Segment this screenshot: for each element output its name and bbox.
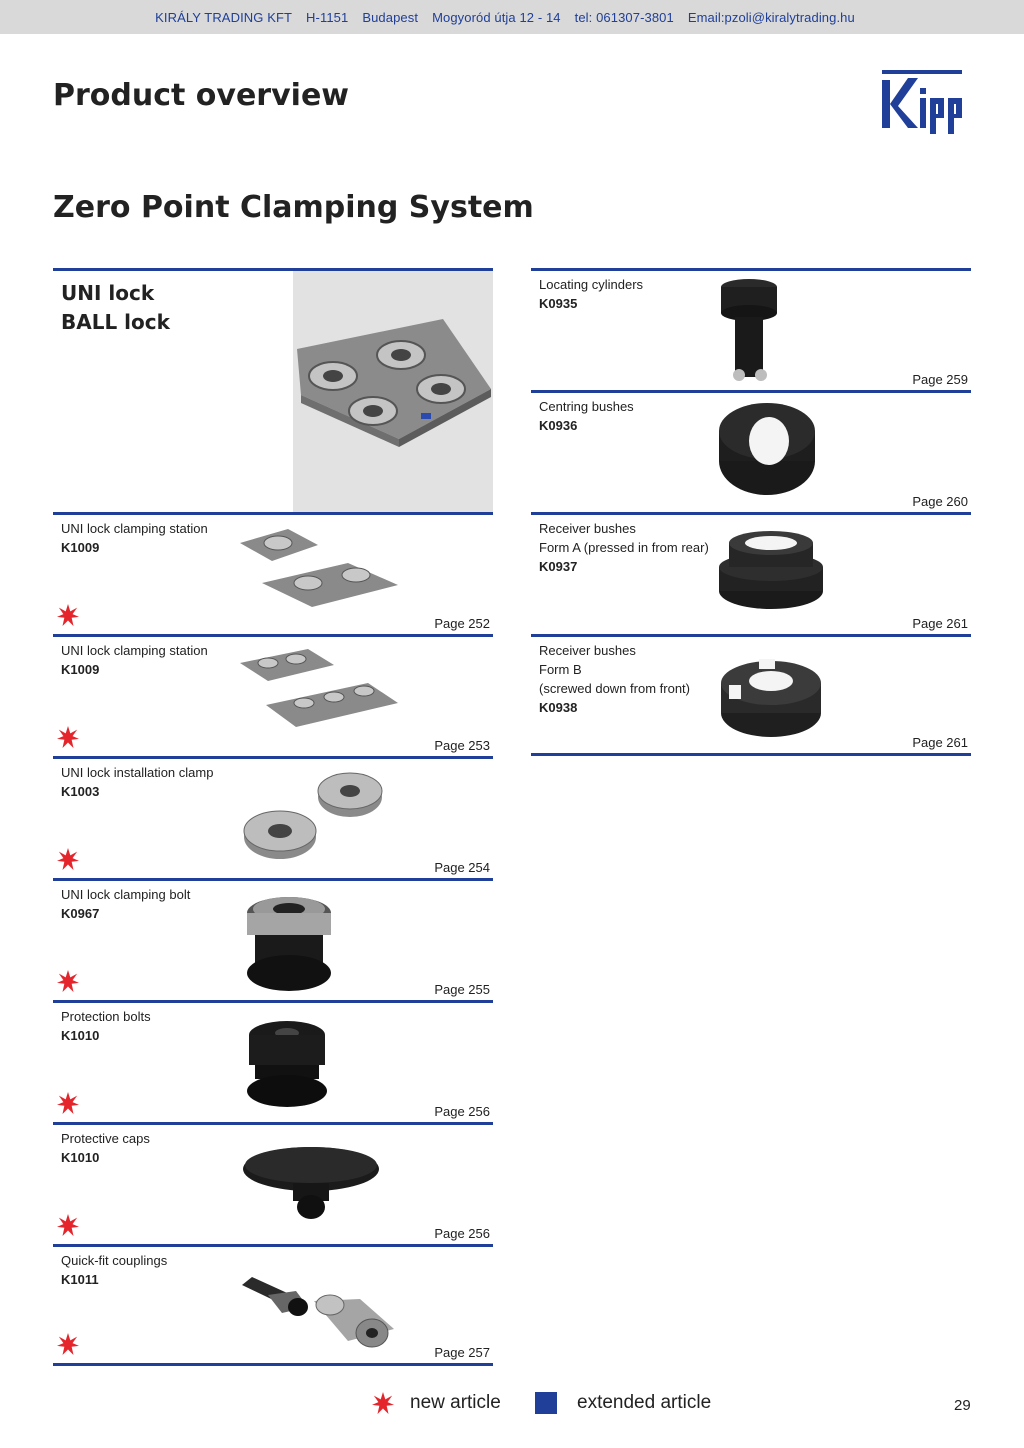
product-code: K0967: [61, 906, 100, 921]
hero-line-uni-lock: UNI lock: [61, 281, 155, 305]
centring-bush-image: [717, 401, 819, 497]
page-reference[interactable]: Page 254: [434, 860, 490, 875]
product-name: Locating cylinders K0935: [539, 277, 644, 311]
new-article-star-icon: [57, 970, 79, 992]
product-name: UNI lock clamping station K1009: [61, 521, 208, 555]
product-k0938-receiver-bushes-b[interactable]: [531, 634, 971, 756]
clamping-bolt-image: [243, 891, 338, 997]
new-article-star-icon: [57, 1092, 79, 1114]
product-k1003-installation-clamp[interactable]: [53, 756, 493, 878]
product-k1011-quick-fit-couplings[interactable]: [53, 1244, 493, 1366]
company-email[interactable]: Email:pzoli@kiralytrading.hu: [687, 9, 855, 25]
hero-line-ball-lock: BALL lock: [61, 310, 170, 334]
company-phone: tel: 061307-3801: [574, 9, 674, 25]
product-k0967-clamping-bolt[interactable]: [53, 878, 493, 1000]
installation-clamp-image: [238, 767, 403, 867]
page-reference[interactable]: Page 261: [912, 616, 968, 631]
new-article-star-icon: [57, 1333, 79, 1355]
new-article-star-icon: [57, 726, 79, 748]
page-reference[interactable]: Page 260: [912, 494, 968, 509]
page-title: Product overview: [53, 78, 350, 113]
legend-new-label: new article: [410, 1392, 501, 1413]
product-name: Centring bushes K0936: [539, 399, 634, 433]
product-name: UNI lock installation clamp K1003: [61, 765, 214, 799]
page-reference[interactable]: Page 259: [912, 372, 968, 387]
product-code: K0936: [539, 418, 578, 433]
product-name: Quick-fit couplings K1011: [61, 1253, 168, 1287]
section-title: Zero Point Clamping System: [53, 190, 534, 225]
page-reference[interactable]: Page 257: [434, 1345, 490, 1360]
new-article-star-icon: [57, 848, 79, 870]
product-code: K1011: [61, 1272, 99, 1287]
extended-article-square-icon: [535, 1392, 557, 1414]
page-reference[interactable]: Page 252: [434, 616, 490, 631]
product-code: K0937: [539, 559, 578, 574]
legend-extended-article: [535, 1392, 711, 1414]
page-reference[interactable]: Page 256: [434, 1226, 490, 1241]
product-name: Receiver bushes Form B (screwed down from front) K0938: [539, 643, 690, 715]
page-number: 29: [954, 1397, 971, 1414]
kipp-logo: [878, 64, 974, 134]
receiver-bush-a-image: [717, 527, 829, 613]
product-code: K1009: [61, 540, 100, 555]
product-k0937-receiver-bushes-a[interactable]: [531, 512, 971, 634]
new-article-star-icon: [57, 1214, 79, 1236]
page-reference[interactable]: Page 256: [434, 1104, 490, 1119]
product-code: K1010: [61, 1028, 100, 1043]
hero-text: [61, 279, 170, 337]
legend-new-article: [372, 1392, 501, 1414]
clamping-station-image: [238, 521, 403, 611]
page-reference[interactable]: Page 261: [912, 735, 968, 750]
hero-block: [53, 268, 493, 512]
page-reference[interactable]: Page 255: [434, 982, 490, 997]
product-k1010-protection-bolts[interactable]: [53, 1000, 493, 1122]
right-column: [531, 268, 971, 756]
product-name: Protection bolts K1010: [61, 1009, 151, 1043]
product-k1009-station-a[interactable]: [53, 512, 493, 634]
legend-extended-label: extended article: [577, 1392, 712, 1413]
product-k0936-centring-bushes[interactable]: [531, 390, 971, 512]
clamping-plate-image: [293, 271, 493, 512]
new-article-star-icon: [57, 604, 79, 626]
company-street: Mogyoród útja 12 - 14: [432, 9, 561, 25]
protective-cap-image: [241, 1143, 383, 1223]
company-city: Budapest: [362, 9, 419, 25]
product-name: UNI lock clamping bolt K0967: [61, 887, 191, 921]
contact-bar: [0, 0, 1024, 34]
product-name: Receiver bushes Form A (pressed in from rear) K0937: [539, 521, 709, 574]
product-code: K0938: [539, 700, 578, 715]
locating-cylinder-image: [717, 277, 782, 387]
new-article-star-icon: [372, 1392, 394, 1414]
product-code: K1003: [61, 784, 100, 799]
clamping-station-image: [238, 643, 403, 733]
product-code: K1009: [61, 662, 100, 677]
left-column: [53, 268, 493, 1366]
product-k1010-protective-caps[interactable]: [53, 1122, 493, 1244]
product-k0935-locating-cylinders[interactable]: [531, 268, 971, 390]
product-name: UNI lock clamping station K1009: [61, 643, 208, 677]
quick-fit-coupling-image: [238, 1267, 403, 1357]
product-name: Protective caps K1010: [61, 1131, 150, 1165]
product-code: K0935: [539, 296, 578, 311]
page-reference[interactable]: Page 253: [434, 738, 490, 753]
protection-bolt-image: [241, 1017, 336, 1113]
receiver-bush-b-image: [719, 655, 827, 741]
product-code: K1010: [61, 1150, 100, 1165]
company-name: KIRÁLY TRADING KFT: [155, 9, 293, 25]
company-zip: H-1151: [306, 9, 349, 25]
product-k1009-station-b[interactable]: [53, 634, 493, 756]
